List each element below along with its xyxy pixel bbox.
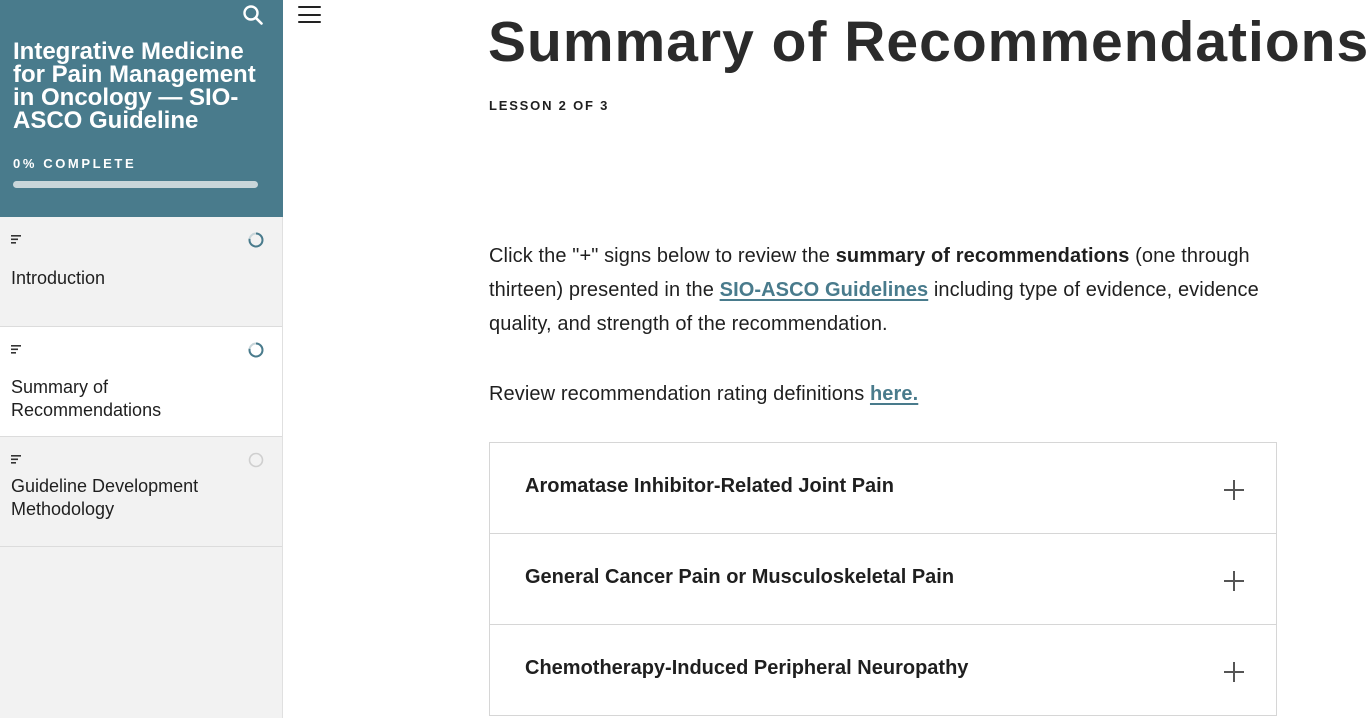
sidebar-item-label: Guideline Development Methodology <box>11 476 199 519</box>
intro-text-part: Click the "+" signs below to review the <box>489 245 836 267</box>
menu-icon[interactable] <box>298 6 321 23</box>
plus-icon[interactable] <box>1224 571 1244 591</box>
review-paragraph <box>489 377 918 411</box>
sidebar-item-guideline-development-methodology[interactable] <box>0 437 282 547</box>
lesson-text-icon <box>11 235 22 244</box>
recommendations-accordion <box>489 442 1277 716</box>
page-title: Summary of Recommendations <box>488 10 1369 74</box>
lesson-text-icon <box>11 345 22 354</box>
intro-paragraph <box>489 239 1274 341</box>
not-started-ring-icon <box>248 452 264 468</box>
sio-asco-guidelines-link[interactable]: SIO-ASCO Guidelines <box>719 279 929 301</box>
sidebar-item-summary-of-recommendations[interactable] <box>0 327 282 437</box>
search-icon[interactable] <box>242 4 264 26</box>
lesson-text-icon <box>11 455 22 464</box>
sidebar-item-label: Summary of Recommendations <box>11 377 162 420</box>
sidebar-item-introduction[interactable] <box>0 217 282 327</box>
course-sidebar <box>0 0 283 718</box>
sidebar-item-label: Introduction <box>11 268 106 288</box>
review-text: Review recommendation rating definitions <box>489 383 870 405</box>
rating-definitions-link[interactable]: here. <box>869 383 919 405</box>
sidebar-header <box>0 0 283 217</box>
progress-label: 0% COMPLETE <box>13 156 137 171</box>
progress-bar <box>13 181 258 188</box>
accordion-item-aromatase-inhibitor-joint-pain[interactable] <box>490 443 1276 534</box>
intro-text-part: (one through thirteen) presented in the <box>489 245 1250 301</box>
accordion-item-title: General Cancer Pain or Musculoskeletal Pain <box>525 566 955 588</box>
progress-ring-icon <box>248 342 264 358</box>
intro-bold-text: summary of recommendations <box>835 245 1130 267</box>
plus-icon[interactable] <box>1224 662 1244 682</box>
accordion-item-title: Chemotherapy-Induced Peripheral Neuropathy <box>525 657 969 679</box>
accordion-item-chemotherapy-neuropathy[interactable] <box>490 625 1276 716</box>
lesson-counter: LESSON 2 OF 3 <box>489 98 610 113</box>
accordion-item-title: Aromatase Inhibitor-Related Joint Pain <box>525 475 894 497</box>
accordion-item-general-cancer-pain[interactable] <box>490 534 1276 625</box>
plus-icon[interactable] <box>1224 480 1244 500</box>
course-title: Integrative Medicine for Pain Management in Oncology — SIO-ASCO Guideline <box>13 38 256 134</box>
intro-text-part: including type of evidence, evidence quality, and strength of the recommendation. <box>489 279 1259 335</box>
progress-ring-icon <box>248 232 264 248</box>
